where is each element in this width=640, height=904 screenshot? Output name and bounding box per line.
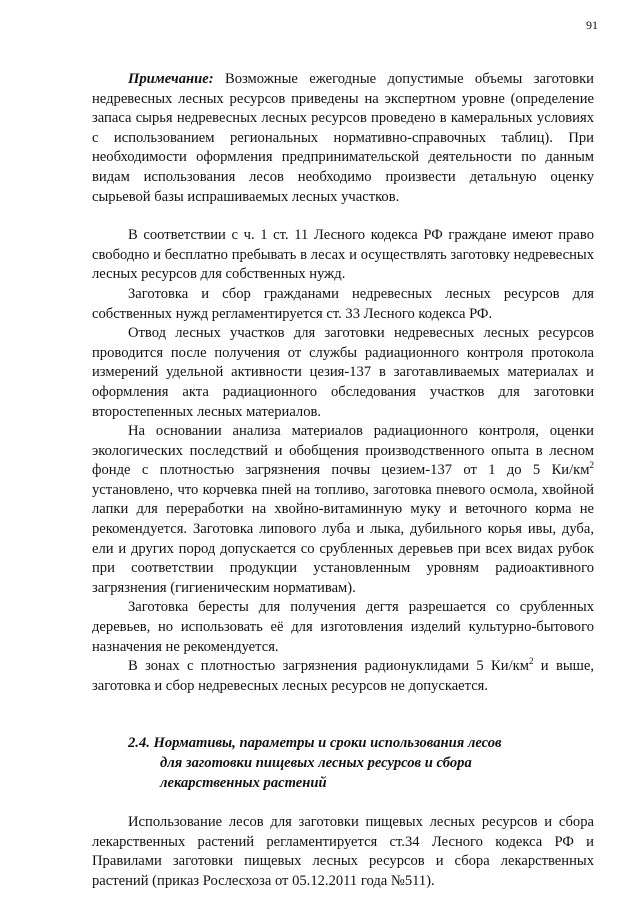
paragraph-food-resources: Использование лесов для заготовки пищевых лесных ресурсов и сбора лекарственных растений регламентируется ст.34 Лесного кодекса РФ и Правилами заготовки пищевых лесных ресурсов и сбора лекарственных растений (приказ Рослесхоза от 05.12.2011 года №511). <box>92 814 594 889</box>
paragraph-birch-bark: Заготовка бересты для получения дегтя разрешается со срубленных деревьев, но использовать её для изготовления изделий культурно-бытового назначения не рекомендуется. <box>92 599 594 655</box>
radiation-text-end: установлено, что корчевка пней на топливо, заготовка пневого осмола, хвойной лапки для переработки на хвойно-витаминную муку и веточного корма не рекомендуется. Заготовка липового луба и лыка, дубильного корья ивы, дуба, ели и других пород допускается со срубленных деревьев при всех видах рубок при соответствии продукции установленным уровням радиоактивного загрязнения (гигиеническим нормативам). <box>92 481 594 596</box>
paragraph-radiation-analysis <box>92 422 594 598</box>
paragraph-contamination-zones <box>92 657 594 696</box>
note-paragraph <box>92 70 594 207</box>
zones-text-start: В зонах с плотностью загрязнения радионуклидами 5 Ки/км <box>128 658 529 675</box>
section-heading <box>92 734 594 793</box>
note-text: Возможные ежегодные допустимые объемы заготовки недревесных лесных ресурсов приведены на экспертном уровне (определение запаса сырья недревесных лесных ресурсов проведено в камеральных условиях с использованием региональных нормативно-справочных таблиц). При необходимости оформления предпринимательской деятельности по данным видам использования лесов необходимо произвести детальную оценку сырьевой базы испрашиваемых лесных участков. <box>92 71 594 205</box>
note-label: Примечание: <box>128 71 214 87</box>
document-body <box>92 70 594 892</box>
radiation-text-start: На основании анализа материалов радиационного контроля, оценки экологических последствий и обобщения производственного опыта в лесном фонде с плотностью загрязнения почвы цезием-137 от 1 до 5 Ки/км <box>92 423 594 479</box>
superscript: 2 <box>589 460 594 471</box>
superscript: 2 <box>528 656 534 667</box>
heading-line-3: лекарственных растений <box>160 774 327 791</box>
heading-line-1: 2.4. Нормативы, параметры и сроки использования лесов <box>128 735 502 752</box>
paragraph-regulation: Заготовка и сбор гражданами недревесных лесных ресурсов для собственных нужд регламентируется ст. 33 Лесного кодекса РФ. <box>92 285 594 322</box>
page-number: 91 <box>586 18 598 32</box>
heading-line-2: для заготовки пищевых лесных ресурсов и сбора <box>160 755 472 771</box>
paragraph-allotment: Отвод лесных участков для заготовки недревесных лесных ресурсов проводится после получения от службы радиационного контроля протокола измерений удельной активности цезия-137 в заготавливаемых материалах и оформления акта радиационного обследования участков для заготовки второстепенных лесных материалов. <box>92 325 594 420</box>
paragraph-right-to-stay: В соответствии с ч. 1 ст. 11 Лесного кодекса РФ граждане имеют право свободно и бесплатно пребывать в лесах и осуществлять заготовку недревесных лесных ресурсов для собственных нужд. <box>92 227 594 283</box>
zones-text-end: и выше, заготовка и сбор недревесных лесных ресурсов не допускается. <box>92 658 595 694</box>
